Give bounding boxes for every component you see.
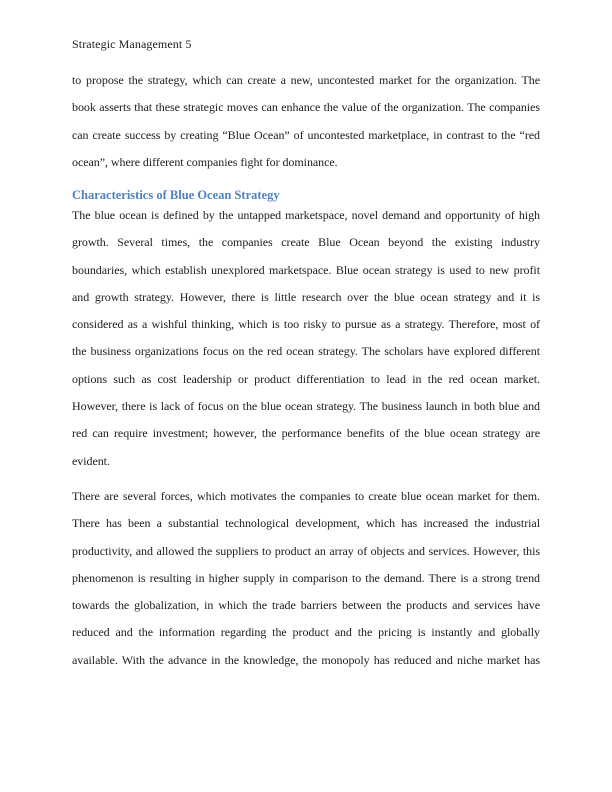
text-line: However, there is lack of focus on the blue ocean strategy. The business launch in both blue and xyxy=(72,399,540,414)
text-line: towards the globalization, in which the trade barriers between the products and services have xyxy=(72,598,540,613)
running-head: Strategic Management 5 xyxy=(72,37,192,51)
text-line: book asserts that these strategic moves can enhance the value of the organization. The companies xyxy=(72,100,540,115)
text-line: There are several forces, which motivates the companies to create blue ocean market for them. xyxy=(72,489,540,503)
section-heading: Characteristics of Blue Ocean Strategy xyxy=(72,188,280,202)
text-line: phenomenon is resulting in higher supply in comparison to the demand. There is a strong trend xyxy=(72,570,540,585)
paragraph-intro xyxy=(72,67,540,176)
text-line: There has been a substantial technological development, which has increased the industrial xyxy=(72,516,540,531)
paragraph-characteristics xyxy=(72,202,540,475)
text-line: ocean”, where different companies fight for dominance. xyxy=(72,154,338,169)
text-line: can create success by creating “Blue Ocean” of uncontested marketplace, in contrast to the “red xyxy=(72,127,540,142)
text-line: the business organizations focus on the red ocean strategy. The scholars have explored different xyxy=(72,344,540,359)
text-line: available. With the advance in the knowledge, the monopoly has reduced and niche market has xyxy=(72,652,540,667)
text-line: productivity, and allowed the suppliers to product an array of objects and services. However, this xyxy=(72,543,540,558)
text-line: evident. xyxy=(72,453,110,468)
text-line: and growth strategy. However, there is little research over the blue ocean strategy and it is xyxy=(72,289,540,304)
paragraph-forces xyxy=(72,483,540,674)
text-line: The blue ocean is defined by the untapped marketspace, novel demand and opportunity of high xyxy=(72,208,540,222)
text-line: red can require investment; however, the performance benefits of the blue ocean strategy are xyxy=(72,426,540,441)
text-line: growth. Several times, the companies create Blue Ocean beyond the existing industry xyxy=(72,235,540,250)
text-line: to propose the strategy, which can create a new, uncontested market for the organization. The xyxy=(72,73,540,87)
text-line: considered as a wishful thinking, which is too risky to pursue as a strategy. Therefore, most of xyxy=(72,317,540,332)
text-line: options such as cost leadership or product differentiation to lead in the red ocean market. xyxy=(72,371,540,386)
text-line: boundaries, which establish unexplored marketspace. Blue ocean strategy is used to new profit xyxy=(72,262,540,277)
text-line: reduced and the information regarding the product and the pricing is instantly and globally xyxy=(72,625,540,640)
